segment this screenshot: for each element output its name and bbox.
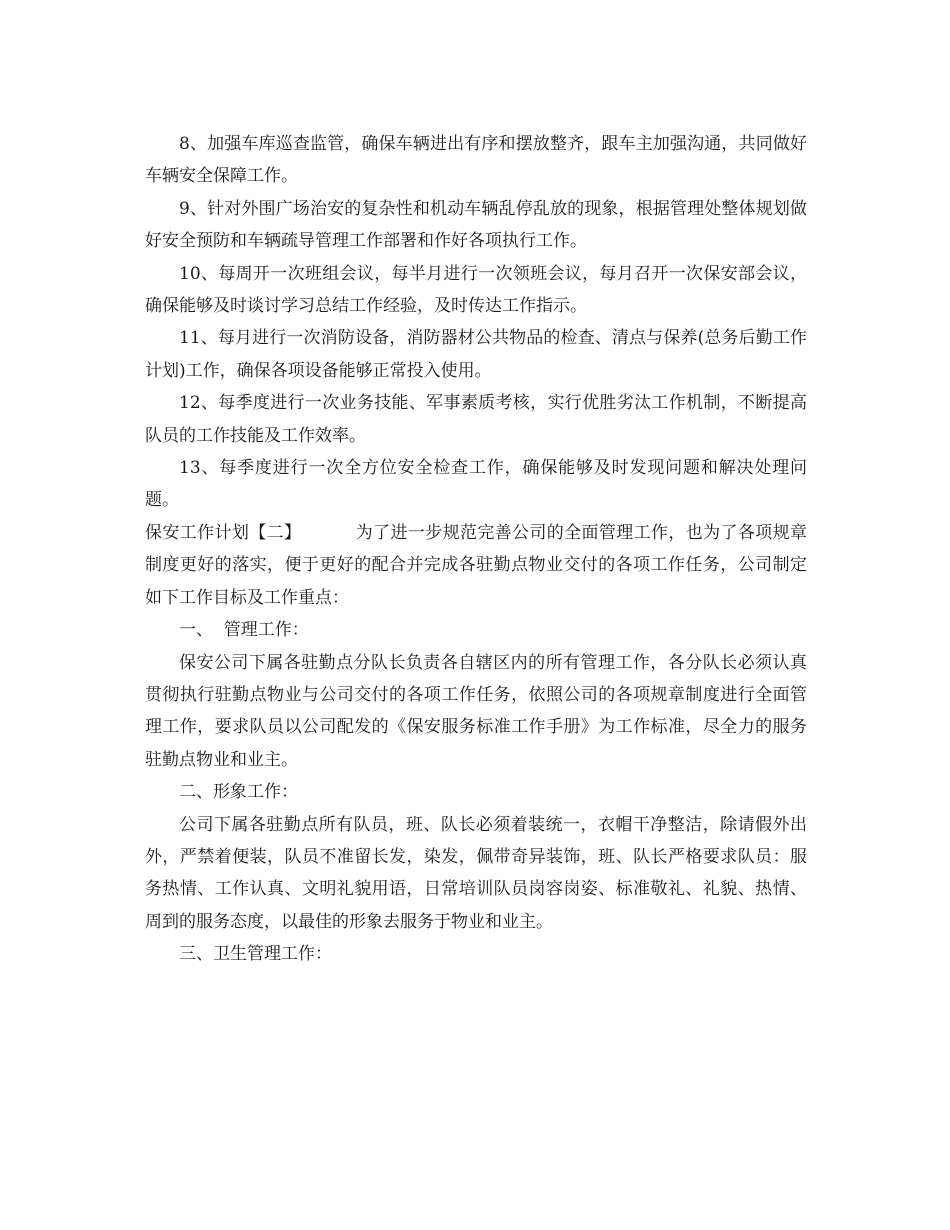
paragraph-management: 保安公司下属各驻勤点分队长负责各自辖区内的所有管理工作，各分队长必须认真贯彻执行驻勤点物业与公司交付的各项工作任务，依照公司的各项规章制度进行全面管理工作，要求队员以公司配发的《保安服务标准工作手册》为工作标准，尽全力的服务驻勤点物业和业主。 [145,652,807,770]
paragraph-item-11: 11、每月进行一次消防设备，消防器材公共物品的检查、清点与保养(总务后勤工作计划)工作，确保各项设备能够正常投入使用。 [145,328,807,381]
paragraph-image: 公司下属各驻勤点所有队员，班、队长必须着装统一，衣帽干净整洁，除请假外出外，严禁着便装，队员不准留长发，染发，佩带奇异装饰，班、队长严格要求队员：服务热情、工作认真、文明礼貌用语，日常培训队员岗容岗姿、标准敬礼、礼貌、热情、周到的服务态度，以最佳的形象去服务于物业和业主。 [145,814,807,932]
paragraph-item-10: 10、每周开一次班组会议，每半月进行一次领班会议，每月召开一次保安部会议，确保能够及时谈讨学习总结工作经验，及时传达工作指示。 [145,263,807,317]
section-two-intro [145,517,807,614]
paragraph-item-8: 8、加强车库巡查监管，确保车辆进出有序和摆放整齐，跟车主加强沟通，共同做好车辆安全保障工作。 [145,134,807,187]
section-two-intro-text: 为了进一步规范完善公司的全面管理工作，也为了各项规章制度更好的落实，便于更好的配合并完成各驻勤点物业交付的各项工作任务，公司制定如下工作目标及工作重点： [145,522,807,608]
paragraph-item-13: 13、每季度进行一次全方位安全检查工作，确保能够及时发现问题和解决处理问题。 [145,458,807,511]
heading-hygiene: 三、卫生管理工作： [179,944,332,965]
section-two-title: 保安工作计划【二】 [145,522,302,543]
heading-image: 二、形象工作： [179,782,298,803]
document-body [145,128,807,971]
heading-management: 一、 管理工作： [179,620,309,641]
paragraph-item-9: 9、针对外围广场治安的复杂性和机动车辆乱停乱放的现象，根据管理处整体规划做好安全预防和车辆疏导管理工作部署和作好各项执行工作。 [145,198,807,252]
paragraph-item-12: 12、每季度进行一次业务技能、军事素质考核，实行优胜劣汰工作机制，不断提高队员的工作技能及工作效率。 [145,393,807,446]
